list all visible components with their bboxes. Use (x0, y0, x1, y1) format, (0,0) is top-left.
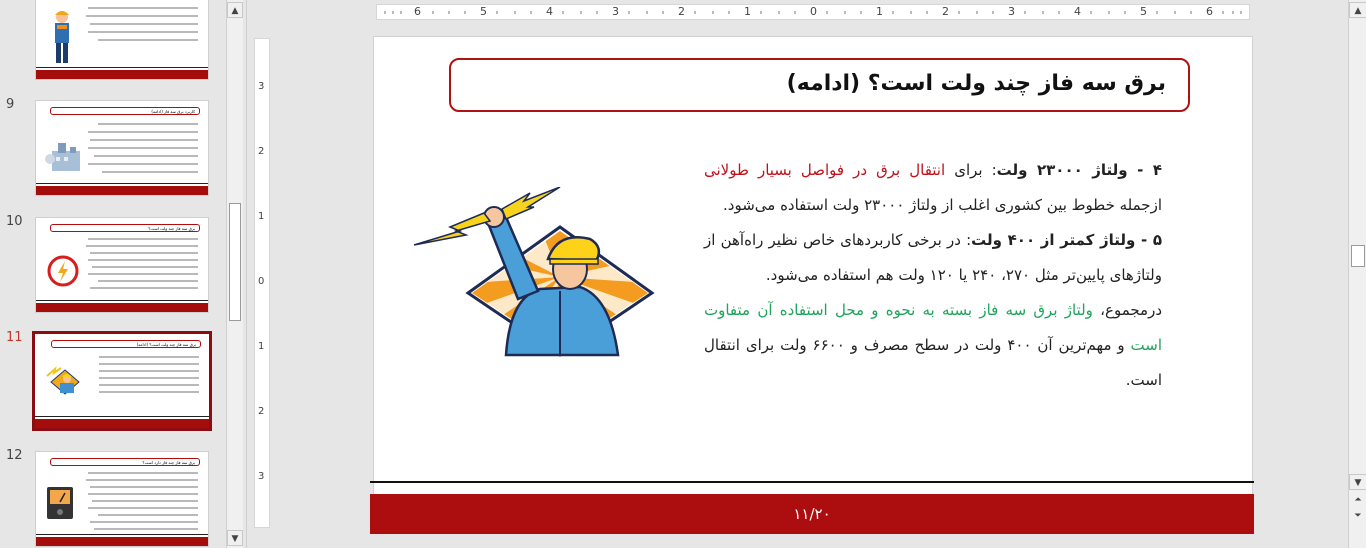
slide-title: برق سه فاز چند ولت است؟ (ادامه) (786, 71, 1166, 96)
ruler-label: 3 (1008, 5, 1015, 18)
slide-thumbnail-12[interactable] (35, 451, 209, 547)
thumbnail-title: برق سه فاز چند فاز دارد است؟ (50, 458, 200, 466)
ruler-label: 1 (258, 341, 265, 352)
paragraph-1 (704, 153, 1162, 223)
ruler-label: 3 (258, 81, 265, 92)
slide-number-12: 12 (6, 448, 23, 463)
footer-divider (370, 481, 1254, 483)
highlight-red: انتقال برق در فواصل بسیار طولانی (704, 161, 946, 179)
editor-scrollbar[interactable] (1348, 0, 1366, 548)
scroll-up-arrow-icon[interactable]: ▲ (227, 2, 243, 18)
ruler-label: 6 (1206, 5, 1213, 18)
engineer-icon (42, 5, 82, 75)
text-run: و مهم‌ترین آن ۴۰۰ ولت در سطح مصرف و ۶۶۰۰ ولت برای انتقال است. (704, 336, 1162, 389)
slide-thumbnail-pane (0, 0, 226, 548)
slide-thumbnail-11[interactable] (32, 331, 212, 431)
vertical-ruler (254, 38, 270, 528)
ruler-label: 1 (876, 5, 883, 18)
slide-number-10: 10 (6, 214, 23, 229)
highlight-green: ولتاژ برق سه فاز بسته به نحوه و محل استفاده آن متفاوت است (704, 301, 1162, 354)
paragraph-3 (704, 293, 1162, 398)
ruler-label: 1 (744, 5, 751, 18)
electrician-icon (45, 364, 85, 396)
editor-scroll-thumb[interactable] (1351, 245, 1365, 267)
scroll-down-arrow-icon[interactable]: ▼ (227, 530, 243, 546)
scroll-up-arrow-icon[interactable]: ▲ (1349, 2, 1366, 18)
ruler-label: 4 (1074, 5, 1081, 18)
next-slide-icon[interactable]: ⏷ (1354, 511, 1362, 521)
scroll-down-arrow-icon[interactable]: ▼ (1349, 474, 1366, 490)
text-run: درمجموع، (1092, 301, 1163, 319)
ruler-label: 5 (480, 5, 487, 18)
text-run: ازجمله خطوط بین کشوری اغلب از ولتاژ ۲۳۰۰۰ ولت استفاده می‌شود. (723, 196, 1162, 214)
electric-warning-icon (46, 254, 80, 288)
ruler-label: 2 (678, 5, 685, 18)
ruler-label: 3 (258, 471, 265, 482)
slide-thumbnail-10[interactable] (35, 217, 209, 313)
title-placeholder[interactable] (449, 58, 1190, 112)
thumbnail-title: کاربرد برق سه فاز (ادامه) (50, 107, 200, 115)
ruler-label: 2 (258, 146, 265, 157)
ruler-label: 3 (612, 5, 619, 18)
thumbnail-scrollbar[interactable] (226, 0, 243, 548)
ruler-label: 1 (258, 211, 265, 222)
ruler-label: 0 (810, 5, 817, 18)
slide-thumbnail-9[interactable] (35, 100, 209, 196)
content-placeholder[interactable] (704, 153, 1162, 398)
bold-label: ۴ - ولتاژ ۲۳۰۰۰ ولت (996, 161, 1162, 179)
slide-number-11: 11 (6, 330, 23, 345)
ruler-label: 5 (1140, 5, 1147, 18)
slide-thumbnail-8[interactable] (35, 0, 209, 80)
paragraph-2 (704, 223, 1162, 293)
thumbnail-scroll-thumb[interactable] (229, 203, 241, 321)
slide-number-9: 9 (6, 97, 15, 112)
horizontal-ruler (376, 4, 1250, 20)
text-run: : برای (945, 161, 997, 179)
ruler-label: 6 (414, 5, 421, 18)
ruler-label: 2 (258, 406, 265, 417)
bold-label: ۵ - ولتاژ کمتر از ۴۰۰ ولت (971, 231, 1162, 249)
slide-canvas[interactable] (373, 36, 1253, 531)
text-run: : در برخی کاربردهای خاص نظیر راه‌آهن از ولتاژهای پایین‌تر مثل ۲۷۰، ۲۴۰ یا ۱۲۰ ولت هم استفاده می‌شود. (704, 231, 1162, 284)
thumbnail-title: برق سه فاز چند ولت است؟ (50, 224, 200, 232)
ruler-label: 4 (546, 5, 553, 18)
slide-number-footer: ۱۱/۲۰ (793, 505, 831, 523)
ruler-label: 0 (258, 276, 265, 287)
previous-slide-icon[interactable]: ⏶ (1354, 495, 1362, 505)
electrician-lightning-illustration[interactable] (410, 187, 656, 357)
power-plant-icon (44, 137, 88, 177)
voltmeter-icon (46, 486, 74, 520)
slide-footer (370, 494, 1254, 534)
thumbnail-title: برق سه فاز چند ولت است؟ (ادامه) (51, 340, 201, 348)
ruler-label: 2 (942, 5, 949, 18)
